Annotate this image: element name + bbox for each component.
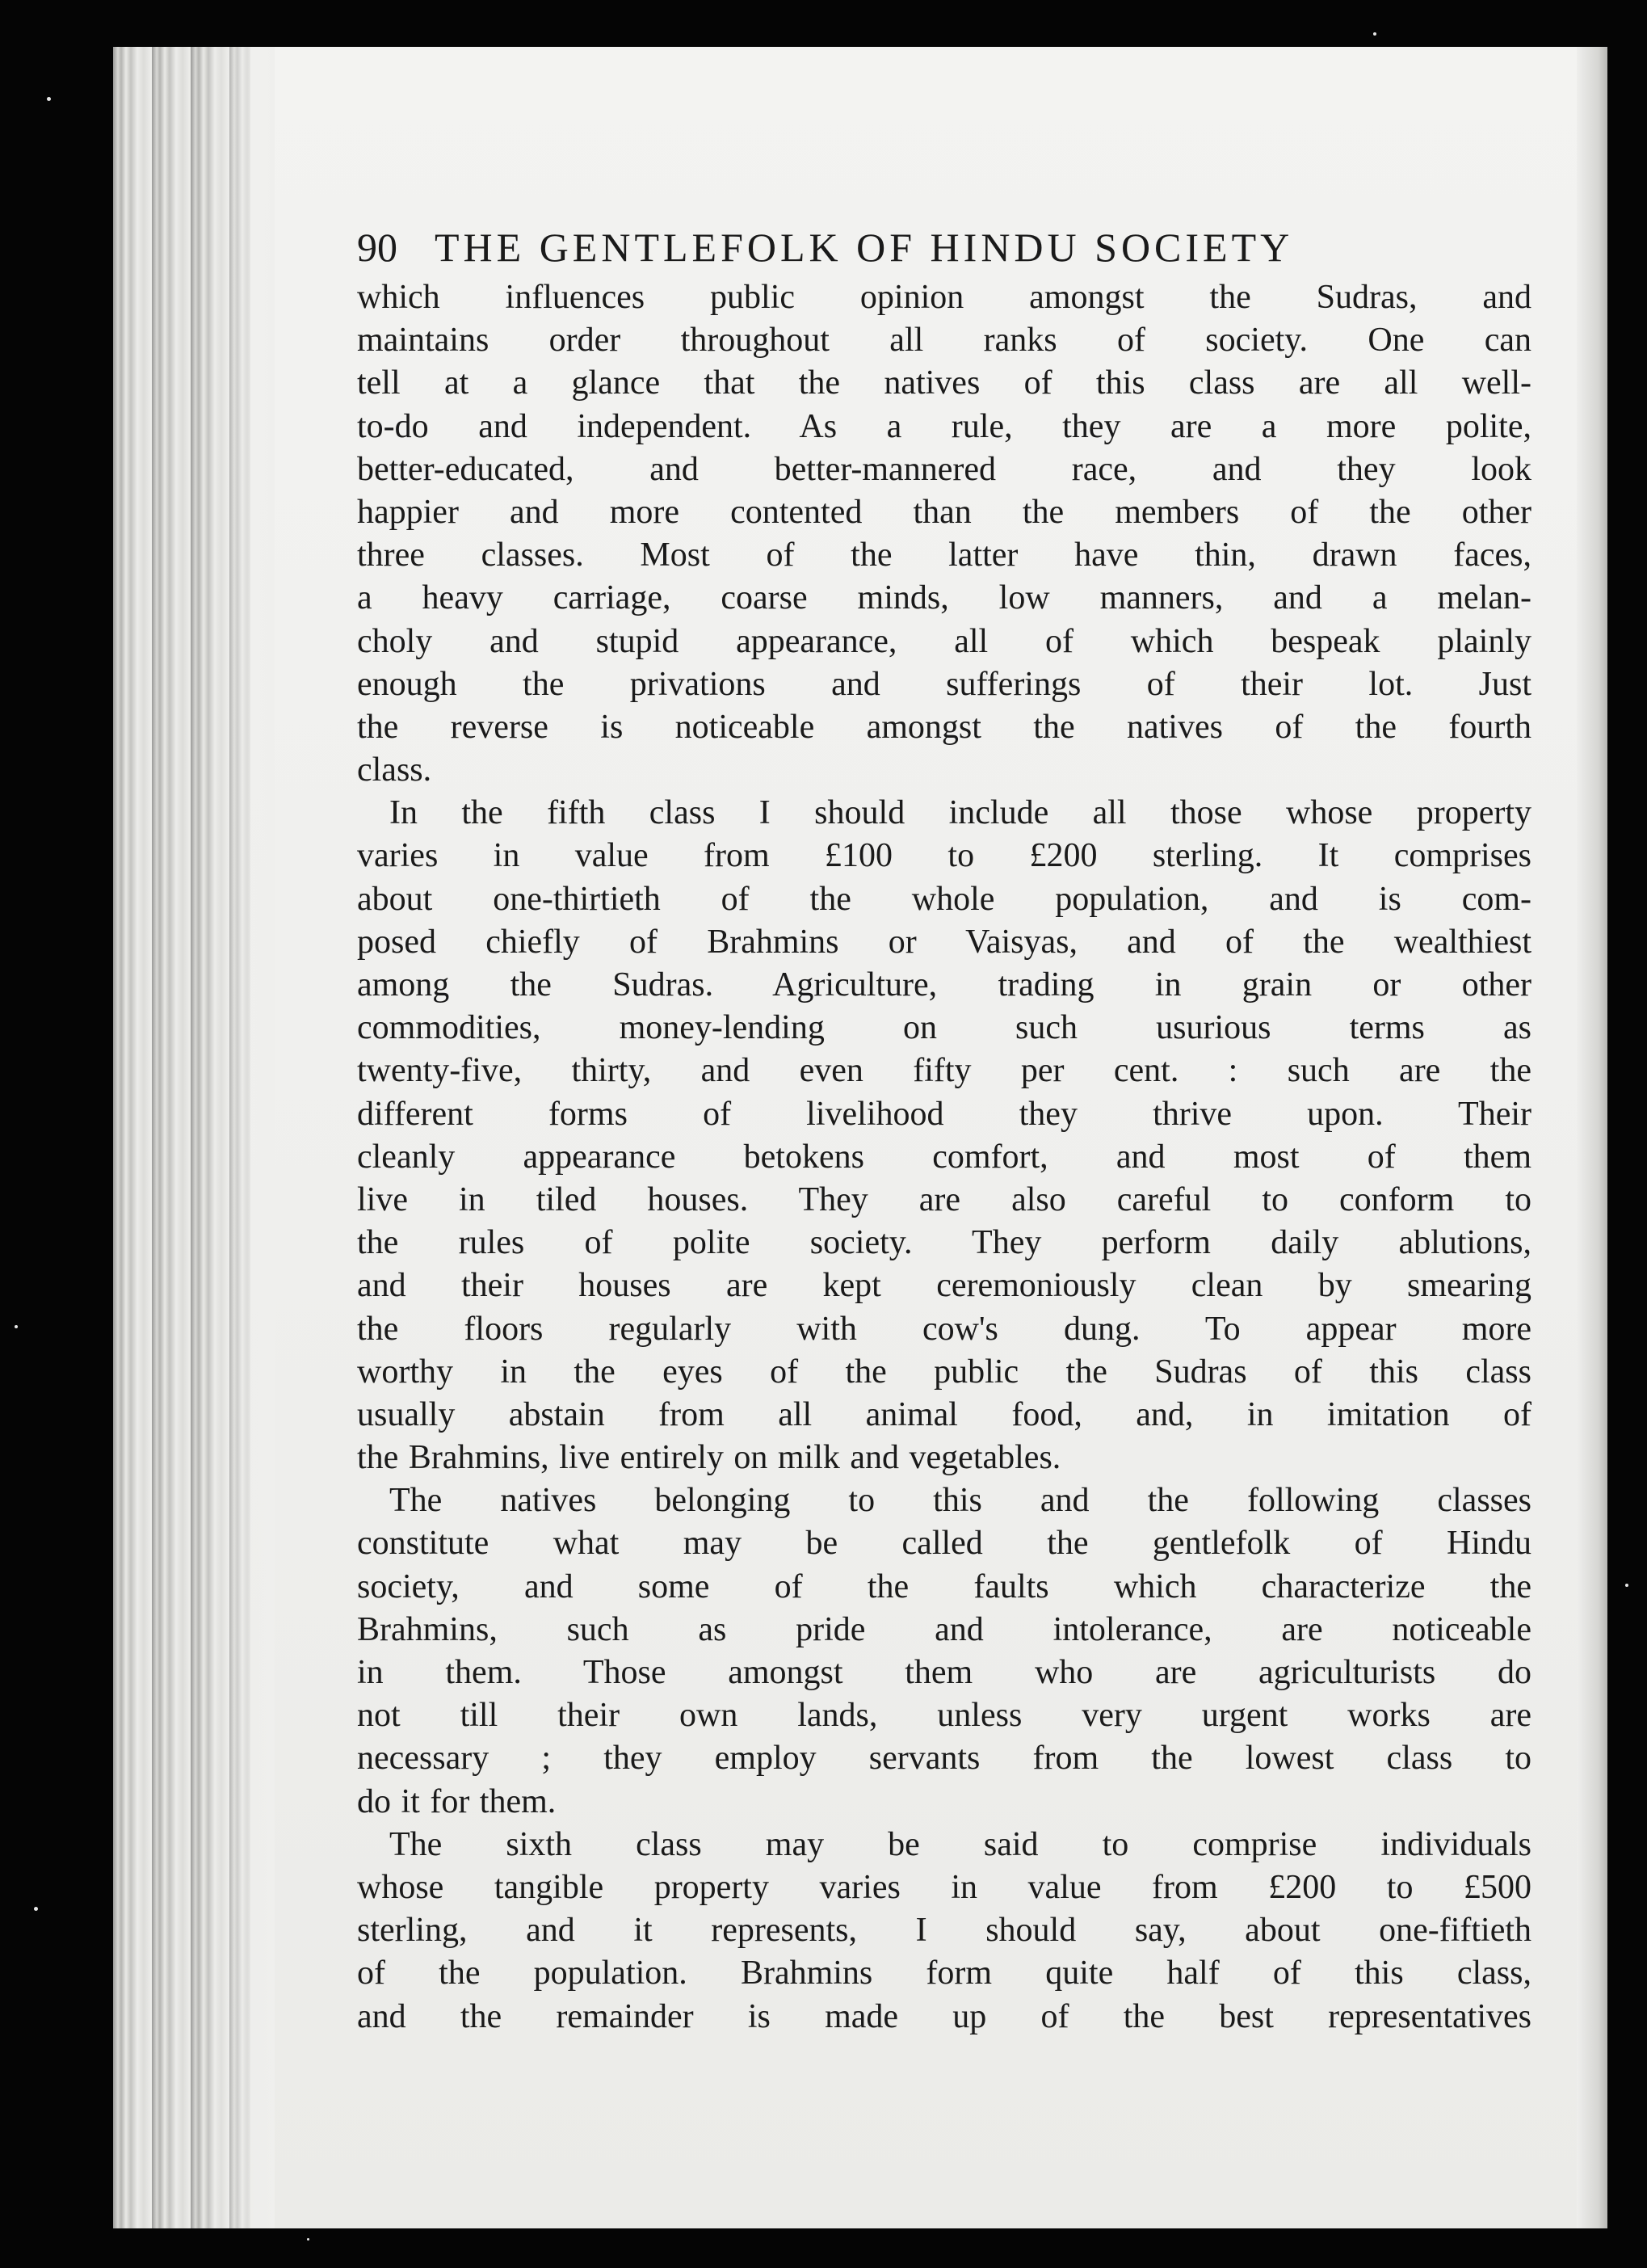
paragraph-1	[357, 276, 1531, 792]
text-line: not till their own lands, unless very urgent works are	[357, 1697, 1531, 1735]
text-line: live in tiled houses. They are also careful to conform to	[357, 1180, 1531, 1218]
text-line: maintains order throughout all ranks of society. One can	[357, 322, 1531, 360]
text-line: twenty-five, thirty, and even fifty per cent. : such are the	[357, 1052, 1531, 1090]
text-line: happier and more contented than the members of the other	[357, 493, 1531, 531]
paragraph-4	[357, 1824, 1531, 2039]
paragraph-2	[357, 792, 1531, 1479]
text-line: tell at a glance that the natives of this class are all well-	[357, 364, 1531, 402]
text-line: society, and some of the faults which characterize the	[357, 1567, 1531, 1605]
text-line: better-educated, and better-mannered race, and they look	[357, 450, 1531, 488]
text-line: and the remainder is made up of the best representatives	[357, 1997, 1531, 2035]
text-line: the floors regularly with cow's dung. To appear more	[357, 1310, 1531, 1348]
text-line: The natives belonging to this and the following classes	[389, 1482, 1531, 1520]
running-head	[357, 218, 1531, 276]
text-line: class.	[357, 751, 432, 789]
text-line: the rules of polite society. They perform daily ablutions,	[357, 1224, 1531, 1262]
text-line: commodities, money-lending on such usurious terms as	[357, 1009, 1531, 1047]
text-line: to-do and independent. As a rule, they are a more polite,	[357, 407, 1531, 445]
text-line: cleanly appearance betokens comfort, and most of them	[357, 1138, 1531, 1176]
text-line: worthy in the eyes of the public the Sudras of this class	[357, 1353, 1531, 1391]
text-line: of the population. Brahmins form quite half of this class,	[357, 1955, 1531, 1992]
text-line: posed chiefly of Brahmins or Vaisyas, and of the wealthiest	[357, 923, 1531, 961]
text-line: the reverse is noticeable amongst the natives of the fourth	[357, 708, 1531, 746]
text-line: the Brahmins, live entirely on milk and vegetables.	[357, 1439, 1061, 1477]
text-line: about one-thirtieth of the whole population, and is com-	[357, 880, 1531, 918]
paragraph-3	[357, 1479, 1531, 1824]
text-line: In the fifth class I should include all those whose property	[389, 794, 1531, 832]
text-line: Brahmins, such as pride and intolerance, are noticeable	[357, 1610, 1531, 1648]
page-text	[357, 218, 1531, 2039]
text-line: different forms of livelihood they thrive upon. Their	[357, 1095, 1531, 1133]
text-line: The sixth class may be said to comprise individuals	[389, 1825, 1531, 1863]
text-line: choly and stupid appearance, all of which bespeak plainly	[357, 622, 1531, 660]
text-line: and their houses are kept ceremoniously clean by smearing	[357, 1267, 1531, 1305]
text-line: enough the privations and sufferings of their lot. Just	[357, 665, 1531, 703]
text-line: whose tangible property varies in value from £200 to £500	[357, 1868, 1531, 1906]
text-line: necessary ; they employ servants from the lowest class to	[357, 1740, 1531, 1778]
text-line: three classes. Most of the latter have thin, drawn faces,	[357, 536, 1531, 574]
text-line: constitute what may be called the gentlefolk of Hindu	[357, 1525, 1531, 1563]
page-number: 90	[357, 225, 397, 270]
text-line: in them. Those amongst them who are agriculturists do	[357, 1654, 1531, 1691]
text-line: usually abstain from all animal food, and, in imitation of	[357, 1395, 1531, 1433]
gutter-shadow	[210, 47, 275, 2228]
text-line: do it for them.	[357, 1782, 557, 1820]
text-line: sterling, and it represents, I should say, about one-fiftieth	[357, 1912, 1531, 1950]
text-line: which influences public opinion amongst the Sudras, and	[357, 279, 1531, 316]
text-line: varies in value from £100 to £200 sterling. It comprises	[357, 837, 1531, 875]
running-title: THE GENTLEFOLK OF HINDU SOCIETY	[435, 225, 1294, 270]
page-edge	[1577, 47, 1607, 2228]
text-line: among the Sudras. Agriculture, trading in grain or other	[357, 966, 1531, 1004]
text-line: a heavy carriage, coarse minds, low manners, and a melan-	[357, 579, 1531, 617]
